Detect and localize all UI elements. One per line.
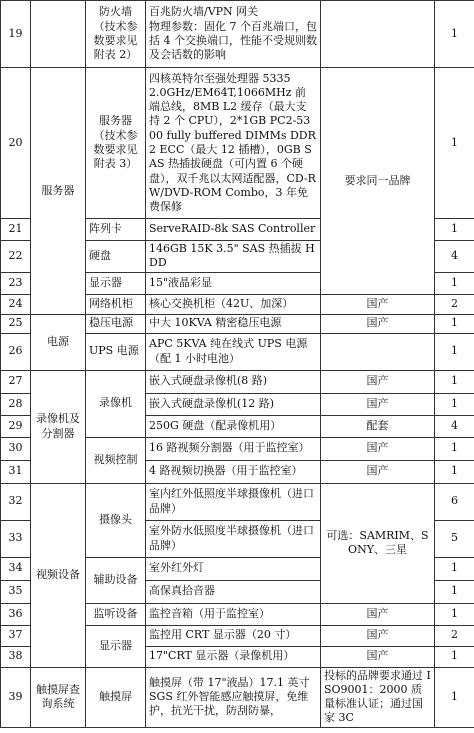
category-cell: 监听设备 [86, 603, 146, 625]
row-number: 39 [1, 667, 31, 727]
description-cell: 250G 硬盘（配录像机用） [146, 415, 321, 437]
row-number: 20 [1, 68, 31, 219]
description-cell: ServeRAID-8k SAS Controller [146, 219, 321, 241]
brand-cell: 国产 [321, 437, 435, 460]
table-row [1, 314, 474, 333]
brand-cell: 要求同一品牌 [321, 68, 435, 295]
description-cell: 室内红外低照度半球摄像机（进口品牌） [146, 483, 321, 520]
category-cell: 触摸屏 [86, 667, 146, 727]
category-cell: 阵列卡 [86, 219, 146, 241]
brand-cell: 国产 [321, 646, 435, 667]
brand-cell: 投标的品牌要求通过 ISO9001：2000 质量标准认证；通过国家 3C [321, 667, 435, 727]
quantity-cell: 1 [435, 460, 474, 483]
category-cell: 视频控制 [86, 437, 146, 483]
row-number: 23 [1, 272, 31, 294]
brand-cell: 国产 [321, 294, 435, 314]
brand-cell: 国产 [321, 314, 435, 333]
description-cell: 室外红外灯 [146, 557, 321, 580]
quantity-cell: 1 [435, 333, 474, 370]
table-row [1, 370, 474, 393]
category-cell: 显示器 [86, 625, 146, 667]
quantity-cell: 1 [435, 667, 474, 727]
description-cell: 17"CRT 显示器（录像机用） [146, 646, 321, 667]
category-cell: 录像机 [86, 370, 146, 437]
quantity-cell: 1 [435, 603, 474, 625]
group-cell: 电源 [31, 314, 86, 370]
row-number: 22 [1, 241, 31, 273]
description-cell: 4 路视频切换器（用于监控室） [146, 460, 321, 483]
row-number: 28 [1, 393, 31, 415]
category-cell: 稳压电源 [86, 314, 146, 333]
row-number: 37 [1, 625, 31, 646]
quantity-cell: 1 [435, 272, 474, 294]
category-cell: 网络机柜 [86, 294, 146, 314]
category-cell: UPS 电源 [86, 333, 146, 370]
group-cell: 触摸屏查询系统 [31, 667, 86, 727]
category-cell: 服务器 （技术参数要求见附表 3） [86, 68, 146, 219]
quantity-cell: 6 [435, 483, 474, 520]
quantity-cell: 2 [435, 625, 474, 646]
table-row [1, 68, 474, 219]
brand-cell [321, 1, 435, 68]
quantity-cell: 1 [435, 314, 474, 333]
group-cell: 服务器 [31, 68, 86, 315]
row-number: 24 [1, 294, 31, 314]
category-cell: 防火墙 （技术参数要求见附表 2） [86, 1, 146, 68]
description-cell: APC 5KVA 纯在线式 UPS 电源（配 1 小时电池） [146, 333, 321, 370]
category-cell: 硬盘 [86, 241, 146, 273]
row-number: 33 [1, 520, 31, 557]
description-cell: 高保真拾音器 [146, 580, 321, 603]
description-cell: 中大 10KVA 精密稳压电源 [146, 314, 321, 333]
table-row [1, 483, 474, 520]
brand-cell [321, 333, 435, 370]
table-row [1, 667, 474, 727]
quantity-cell: 1 [435, 370, 474, 393]
row-number: 27 [1, 370, 31, 393]
description-cell: 15"液晶彩显 [146, 272, 321, 294]
brand-cell: 国产 [321, 370, 435, 393]
quantity-cell: 1 [435, 393, 474, 415]
description-cell: 触摸屏（带 17"液晶）17.1 英寸 SGS 红外智能感应触摸屏，免维护，抗光干扰，防刮防暴， [146, 667, 321, 727]
category-cell: 显示器 [86, 272, 146, 294]
brand-cell: 国产 [321, 393, 435, 415]
category-cell: 辅助设备 [86, 557, 146, 603]
row-number: 34 [1, 557, 31, 580]
description-cell: 核心交换机柜（42U、加深） [146, 294, 321, 314]
brand-cell: 配套 [321, 415, 435, 437]
quantity-cell: 4 [435, 241, 474, 273]
quantity-cell: 1 [435, 437, 474, 460]
group-cell [31, 1, 86, 68]
row-number: 25 [1, 314, 31, 333]
row-number: 19 [1, 1, 31, 68]
brand-cell: 可选：SAMRIM、SONY、三星 [321, 483, 435, 603]
row-number: 30 [1, 437, 31, 460]
category-cell: 摄像头 [86, 483, 146, 557]
description-cell: 室外防水低照度半球摄像机（进口品牌） [146, 520, 321, 557]
description-cell: 146GB 15K 3.5" SAS 热插拔 HDD [146, 241, 321, 273]
brand-cell: 国产 [321, 460, 435, 483]
group-cell: 录像机及分割器 [31, 370, 86, 483]
quantity-cell: 1 [435, 68, 474, 219]
row-number: 26 [1, 333, 31, 370]
quantity-cell: 1 [435, 219, 474, 241]
description-cell: 监控用 CRT 显示器（20 寸） [146, 625, 321, 646]
description-cell: 嵌入式硬盘录像机(12 路) [146, 393, 321, 415]
description-cell: 16 路视频分割器（用于监控室） [146, 437, 321, 460]
description-cell: 百兆防火墙/VPN 网关 物理参数：固化 7 个百兆端口，包括 4 个交换端口，性能不受规则数及会话数的影响 [146, 1, 321, 68]
quantity-cell: 5 [435, 520, 474, 557]
quantity-cell: 2 [435, 294, 474, 314]
row-number: 32 [1, 483, 31, 520]
brand-cell: 国产 [321, 603, 435, 625]
quantity-cell: 1 [435, 1, 474, 68]
table-row [1, 1, 474, 68]
row-number: 35 [1, 580, 31, 603]
quantity-cell: 1 [435, 580, 474, 603]
description-cell: 四核英特尔至强处理器 5335 2.0GHz/EM64T,1066MHz 前端总线，8MB L2 缓存（最大支持 2 个 CPU），2*1GB PC2-5300 fully buffered DIMMs DDR2 ECC（最大 12 插槽），0GB SAS 热插拔硬盘（可内置 6 个硬盘），双千兆以太网适配器，CD-RW/DVD-ROM Combo，3 年免费保修 [146, 68, 321, 219]
quantity-cell: 4 [435, 415, 474, 437]
row-number: 29 [1, 415, 31, 437]
row-number: 38 [1, 646, 31, 667]
group-cell: 视频设备 [31, 483, 86, 667]
row-number: 36 [1, 603, 31, 625]
description-cell: 嵌入式硬盘录像机(8 路) [146, 370, 321, 393]
brand-cell: 国产 [321, 625, 435, 646]
quantity-cell: 1 [435, 557, 474, 580]
row-number: 31 [1, 460, 31, 483]
quantity-cell: 1 [435, 646, 474, 667]
row-number: 21 [1, 219, 31, 241]
description-cell: 监控音箱（用于监控室） [146, 603, 321, 625]
